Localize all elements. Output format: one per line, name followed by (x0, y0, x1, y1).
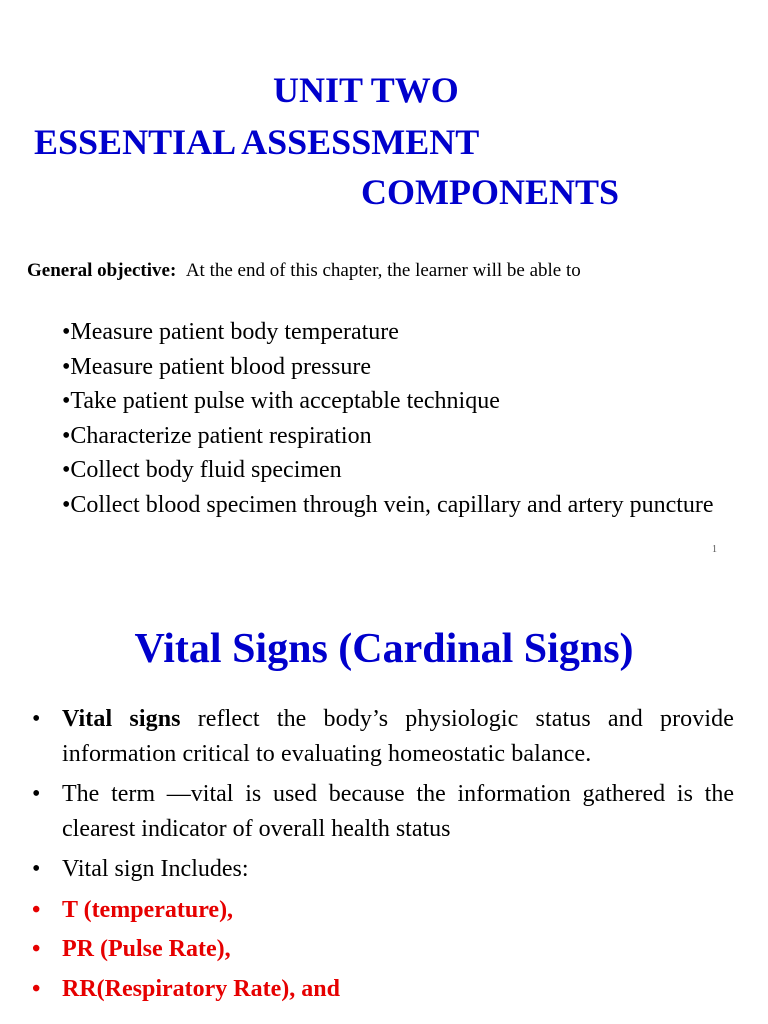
bullet-glyph: • (32, 856, 41, 882)
list-item (0, 932, 734, 967)
temperature-item: T (temperature), (62, 896, 234, 923)
unit-title-line-2: ESSENTIAL ASSESSMENT (34, 122, 480, 162)
general-objective (27, 257, 737, 285)
objective-item: •Collect blood specimen through vein, capillary and artery puncture (62, 491, 714, 518)
list-item (0, 702, 734, 771)
objective-list (62, 315, 738, 522)
list-item (0, 972, 734, 1007)
list-item (0, 852, 734, 887)
pulse-rate-item: PR (Pulse Rate), (62, 936, 231, 962)
objective-item: •Characterize patient respiration (62, 422, 372, 449)
objective-item: •Measure patient blood pressure (62, 353, 371, 380)
bullet-glyph: • (32, 975, 41, 1002)
bullet-glyph: • (32, 936, 41, 962)
vital-term-explanation: The term —vital is used because the information gathered is the clearest indicator of overall health status (62, 781, 734, 842)
bullet-glyph: • (32, 896, 41, 923)
vital-signs-term: Vital signs (62, 706, 181, 732)
list-item (0, 893, 734, 928)
vital-signs-definition: reflect the body’s physiologic status and provide information critical to evaluating homeostatic balance. (62, 706, 734, 767)
respiratory-rate-item: RR(Respiratory Rate), and (62, 975, 340, 1002)
objective-text: At the end of this chapter, the learner will be able to (185, 260, 581, 281)
list-item (0, 777, 734, 846)
vital-signs-list (0, 702, 768, 1011)
objective-item: •Take patient pulse with acceptable technique (62, 388, 500, 414)
unit-title-line-3: COMPONENTS (361, 172, 620, 212)
page-number: 1 (712, 544, 717, 555)
vital-sign-includes: Vital sign Includes: (62, 856, 249, 882)
objective-label: General objective: (27, 260, 177, 281)
objective-item: •Collect body fluid specimen (62, 457, 342, 483)
slide-vital-signs (0, 580, 768, 1024)
objective-item: •Measure patient body temperature (62, 319, 399, 345)
vital-signs-title: Vital Signs (Cardinal Signs) (134, 626, 634, 672)
bullet-glyph: • (32, 781, 41, 807)
unit-title-line-1: UNIT TWO (273, 70, 459, 110)
bullet-glyph: • (32, 706, 41, 732)
